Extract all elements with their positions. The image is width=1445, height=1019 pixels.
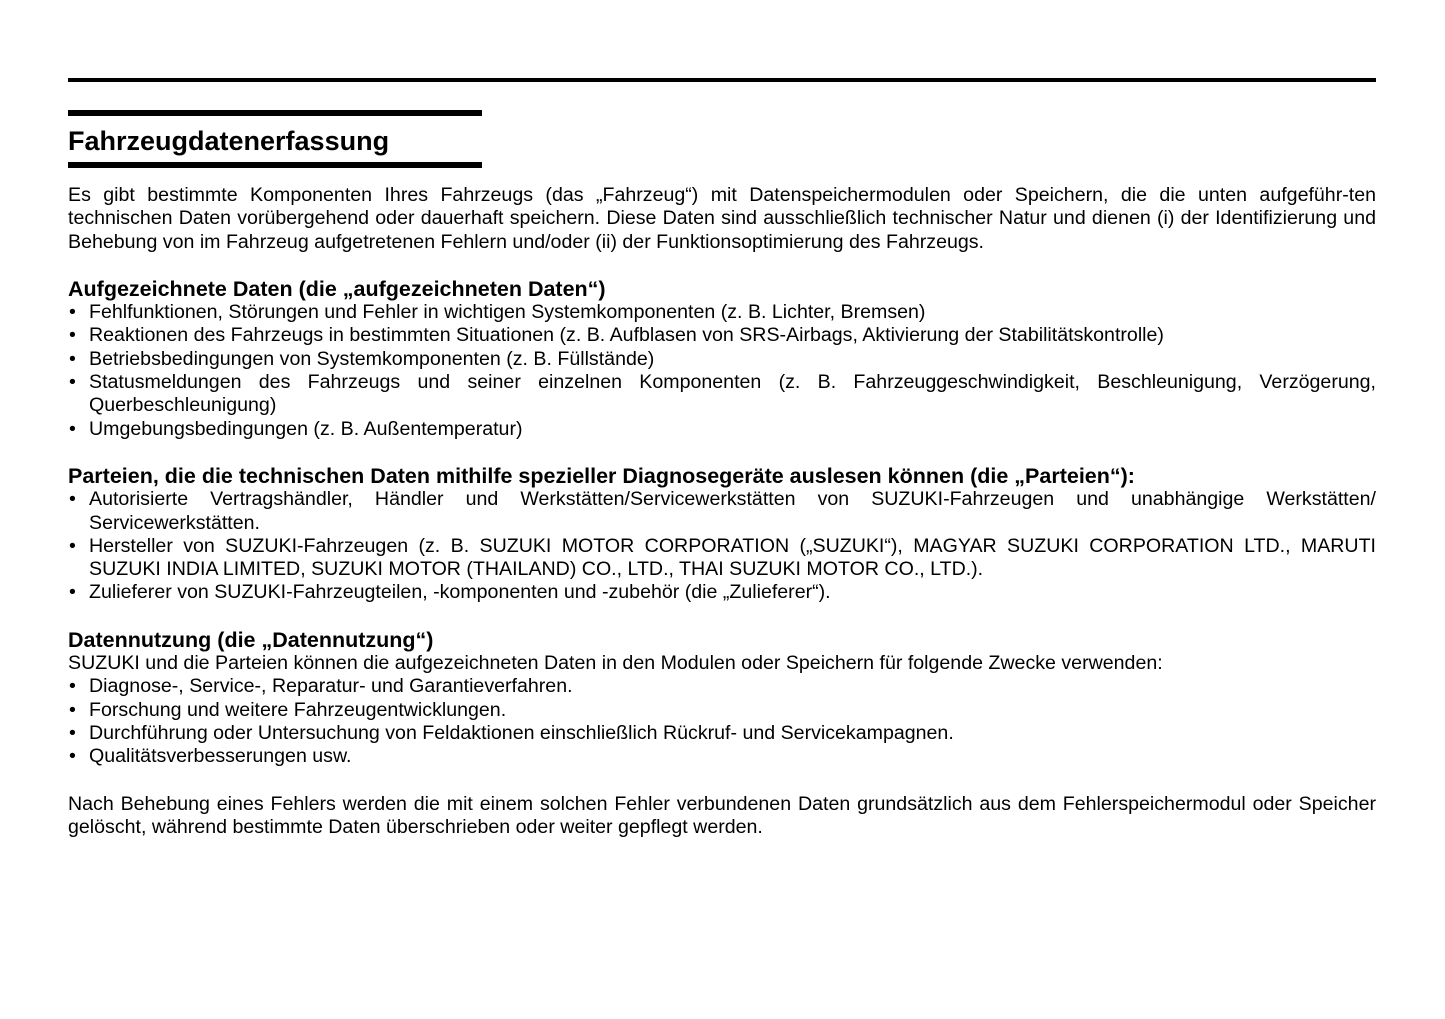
parties-heading: Parteien, die die technischen Daten mithilfe spezieller Diagnosegeräte auslesen können (die „Parteien“): [68, 463, 1135, 488]
data-usage-list [68, 675, 1376, 768]
top-divider [68, 78, 1376, 82]
list-item: • Betriebsbedingungen von Systemkomponenten (z. B. Füllstände) [68, 348, 1376, 371]
list-item: • Statusmeldungen des Fahrzeugs und seiner einzelnen Komponenten (z. B. Fahrzeuggeschwindigkeit, Beschleunigung, Verzögerung, Querbeschleunigung) [68, 371, 1376, 418]
list-item: • Diagnose-, Service-, Reparatur- und Garantieverfahren. [68, 675, 1376, 698]
list-item: • Zulieferer von SUZUKI-Fahrzeugteilen, -komponenten und -zubehör (die „Zulieferer“). [68, 581, 1376, 604]
list-item: • Umgebungsbedingungen (z. B. Außentemperatur) [68, 418, 1376, 441]
list-item: • Reaktionen des Fahrzeugs in bestimmten Situationen (z. B. Aufblasen von SRS-Airbags, Aktivierung der Stabilitätskontrolle) [68, 324, 1376, 347]
page-title: Fahrzeugdatenerfassung [68, 126, 390, 156]
closing-paragraph: Nach Behebung eines Fehlers werden die mit einem solchen Fehler verbundenen Daten grundsätzlich aus dem Fehlerspeichermodul oder Speicher gelöscht, während bestimmte Daten überschrieben oder weiter gepflegt werden. [68, 792, 1376, 838]
list-item: • Hersteller von SUZUKI-Fahrzeugen (z. B. SUZUKI MOTOR CORPORATION („SUZUKI“), MAGYAR SUZUKI CORPORATION LTD., MARUTI SUZUKI INDIA LIMITED, SUZUKI MOTOR (THAILAND) CO., LTD., THAI SUZUKI MOTOR CO., LTD.). [68, 535, 1376, 582]
recorded-data-list [68, 301, 1376, 441]
recorded-data-heading: Aufgezeichnete Daten (die „aufgezeichneten Daten“) [68, 276, 606, 301]
document-body [68, 184, 1376, 839]
data-usage-heading: Datennutzung (die „Datennutzung“) [68, 627, 434, 652]
parties-list [68, 488, 1376, 604]
list-item: • Forschung und weitere Fahrzeugentwicklungen. [68, 699, 1376, 722]
intro-paragraph: Es gibt bestimmte Komponenten Ihres Fahrzeugs (das „Fahrzeug“) mit Datenspeichermodulen oder Speichern, die die unten aufgeführ-ten technischen Daten vorübergehend oder dauerhaft speichern. Diese Daten sind ausschließlich technischer Natur und dienen (i) der Identifizierung und Behebung von im Fahrzeug aufgetretenen Fehlern und/oder (ii) der Funktionsoptimierung des Fahrzeugs. [68, 184, 1376, 253]
list-item: • Autorisierte Vertragshändler, Händler und Werkstätten/Servicewerkstätten von SUZUKI-Fahrzeugen und unabhängige Werkstätten/ Servicewerkstätten. [68, 488, 1376, 535]
title-rule-bottom [68, 162, 482, 168]
title-block [68, 110, 482, 168]
list-item: • Fehlfunktionen, Störungen und Fehler in wichtigen Systemkomponenten (z. B. Lichter, Bremsen) [68, 301, 1376, 324]
list-item: • Qualitätsverbesserungen usw. [68, 745, 1376, 768]
data-usage-intro: SUZUKI und die Parteien können die aufgezeichneten Daten in den Modulen oder Speichern für folgende Zwecke verwenden: [68, 652, 1163, 675]
list-item: • Durchführung oder Untersuchung von Feldaktionen einschließlich Rückruf- und Servicekampagnen. [68, 722, 1376, 745]
